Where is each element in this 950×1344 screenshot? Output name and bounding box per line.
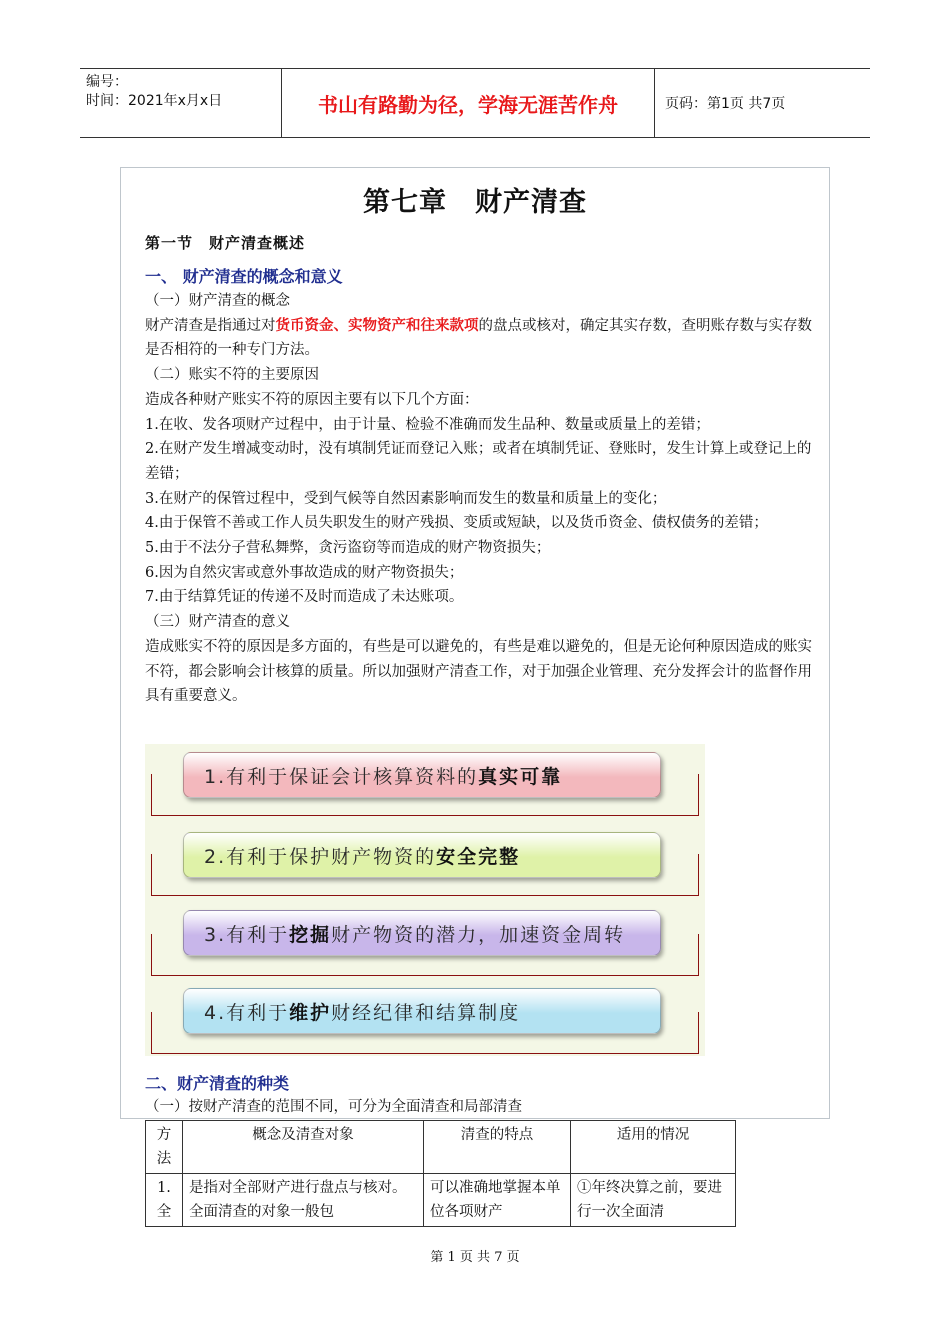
header-meta (80, 69, 282, 137)
cell-method: 1.全 (146, 1174, 183, 1227)
section-title: 第一节 财产清查概述 (145, 234, 306, 252)
header-motto: 书山有路勤为径，学海无涯苦作舟 (282, 69, 655, 137)
bar-bold-text: 安全完整 (436, 845, 521, 868)
subheading-causes: （二）账实不符的主要原因 (145, 367, 319, 384)
doc-date-label: 时间：2021年x月x日 (86, 93, 223, 109)
cell-features: 可以准确地掌握本单位各项财产 (424, 1174, 571, 1227)
bar-text: 2.有利于保护财产物资的 (204, 845, 437, 868)
chapter-title: 第七章 财产清查 (363, 187, 587, 218)
subheading-significance: （三）财产清查的意义 (145, 614, 290, 631)
bar-text: 3.有利于 (204, 923, 290, 946)
col-header-features: 清查的特点 (424, 1121, 571, 1174)
bar-bold-text: 真实可靠 (478, 765, 563, 788)
paragraph-definition (145, 314, 815, 363)
definition-text: 财产清查是指通过对 (145, 317, 276, 334)
definition-highlight: 货币资金、实物资产和往来款项 (275, 316, 479, 334)
header-page-info: 页码：第1页 共7页 (665, 96, 786, 112)
cause-item: 6.因为自然灾害或意外事故造成的财产物资损失； (145, 564, 464, 581)
diagram-bar (183, 752, 661, 798)
cell-concept: 是指对全部财产进行盘点与核对。全面清查的对象一般包 (183, 1174, 424, 1227)
subheading-concept: （一）财产清查的概念 (145, 293, 290, 309)
cause-item: 4.由于保管不善或工作人员失职发生的财产残损、变质或短缺，以及货币资金、债权债务的差错； (145, 515, 768, 532)
doc-number-label: 编号： (86, 74, 128, 90)
cause-item: 5.由于不法分子营私舞弊，贪污盗窃等而造成的财产物资损失； (145, 540, 551, 557)
bar-text: 4.有利于 (204, 1001, 290, 1024)
bar-text: 1.有利于保证会计核算资料的 (204, 765, 479, 788)
table-row (146, 1174, 736, 1227)
bar-bold-text: 维护 (289, 1001, 332, 1024)
heading-concept-significance: 一、 财产清查的概念和意义 (145, 267, 343, 286)
page-footer: 第 1 页 共 7 页 (430, 1250, 520, 1265)
table-header-row (146, 1121, 736, 1174)
diagram-bar (183, 832, 661, 878)
page-header (80, 68, 870, 138)
cause-item: 1.在收、发各项财产过程中，由于计量、检验不准确而发生品种、数量或质量上的差错； (145, 416, 710, 433)
causes-intro: 造成各种财产账实不符的原因主要有以下几个方面： (145, 391, 479, 408)
col-header-concept: 概念及清查对象 (183, 1121, 424, 1174)
col-header-applicable: 适用的情况 (571, 1121, 736, 1174)
comparison-table (145, 1120, 736, 1227)
cause-item: 7.由于结算凭证的传递不及时而造成了未达账项。 (145, 589, 464, 606)
definition-text-end: 的盘点或核对，确定其实存数，查明账存数与实存数是否相符的一种专门方法。 (145, 317, 812, 359)
bar-bold-text: 挖掘 (289, 923, 332, 946)
col-header-method: 方法 (146, 1121, 183, 1174)
bar-text: 财产物资的潜力，加速资金周转 (331, 923, 626, 946)
diagram-bar (183, 910, 661, 956)
paragraph-significance: 造成账实不符的原因是多方面的，有些是可以避免的，有些是难以避免的，但是无论何种原因造成的账实不符，都会影响会计核算的质量。所以加强财产清查工作，对于加强企业管理、充分发挥会计的监督作用具有重要意义。 (145, 638, 812, 705)
heading-types: 二、财产清查的种类 (145, 1074, 290, 1093)
cell-applicable: ①年终决算之前，要进行一次全面清 (571, 1174, 736, 1227)
body-block-1 (145, 289, 815, 709)
cause-item: 2.在财产发生增减变动时，没有填制凭证而登记入账；或者在填制凭证、登账时，发生计算上或登记上的差错； (145, 441, 812, 482)
cause-item: 3.在财产的保管过程中，受到气候等自然因素影响而发生的数量和质量上的变化； (145, 490, 667, 507)
bar-text: 财经纪律和结算制度 (331, 1001, 521, 1024)
diagram-bar (183, 988, 661, 1034)
significance-diagram (145, 744, 705, 1056)
subheading-scope: （一）按财产清查的范围不同，可分为全面清查和局部清查 (145, 1099, 522, 1115)
